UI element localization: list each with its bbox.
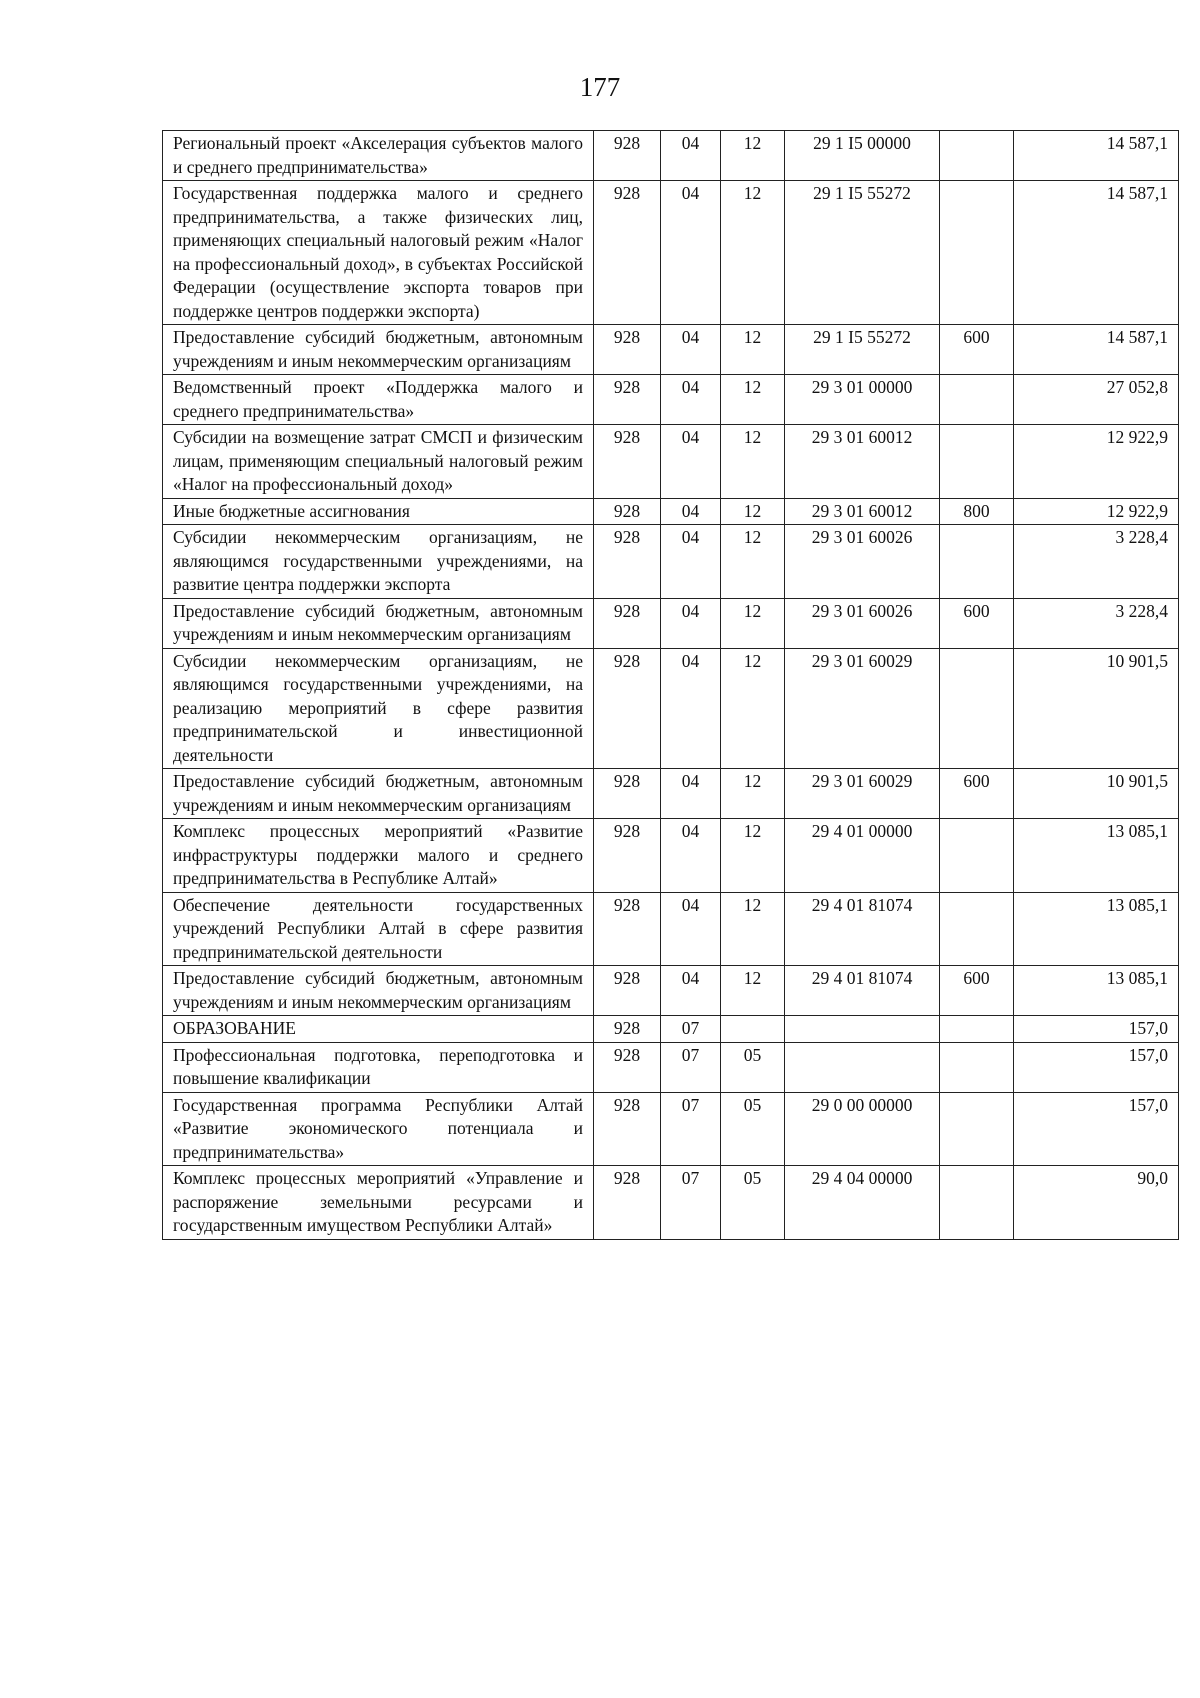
row-admin-code: 928 — [594, 1016, 661, 1043]
table-row — [163, 892, 1179, 966]
row-admin-code: 928 — [594, 966, 661, 1016]
row-target-article: 29 3 01 60029 — [785, 769, 940, 819]
row-amount: 10 901,5 — [1014, 769, 1179, 819]
page-number: 177 — [579, 72, 621, 102]
row-target-article: 29 1 I5 55272 — [785, 181, 940, 325]
row-subsection-code: 05 — [721, 1042, 785, 1092]
row-subsection-code: 12 — [721, 598, 785, 648]
row-amount: 13 085,1 — [1014, 892, 1179, 966]
row-section-code: 04 — [661, 819, 721, 893]
row-expense-type — [940, 181, 1014, 325]
row-name: Государственная поддержка малого и среднего предпринимательства, а также физических лиц, применяющих специальный налоговый режим «Налог на профессиональный доход», в субъектах Российской Федерации (осуществление экспорта товаров при поддержке центров поддержки экспорта) — [163, 181, 594, 325]
row-admin-code: 928 — [594, 498, 661, 525]
row-name: Комплекс процессных мероприятий «Развитие инфраструктуры поддержки малого и среднего предпринимательства в Республике Алтай» — [163, 819, 594, 893]
row-amount: 90,0 — [1014, 1166, 1179, 1240]
table-row — [163, 498, 1179, 525]
row-admin-code: 928 — [594, 648, 661, 769]
row-section-code: 04 — [661, 966, 721, 1016]
row-section-code: 04 — [661, 498, 721, 525]
row-expense-type — [940, 131, 1014, 181]
row-amount: 157,0 — [1014, 1042, 1179, 1092]
row-admin-code: 928 — [594, 181, 661, 325]
row-expense-type — [940, 525, 1014, 599]
row-name: Субсидии некоммерческим организациям, не являющимся государственными учреждениями, на развитие центра поддержки экспорта — [163, 525, 594, 599]
row-subsection-code: 12 — [721, 525, 785, 599]
table-row — [163, 131, 1179, 181]
row-target-article: 29 3 01 00000 — [785, 375, 940, 425]
row-expense-type: 600 — [940, 598, 1014, 648]
row-section-code: 04 — [661, 131, 721, 181]
row-target-article — [785, 1042, 940, 1092]
row-expense-type — [940, 1042, 1014, 1092]
row-amount: 157,0 — [1014, 1092, 1179, 1166]
row-expense-type — [940, 819, 1014, 893]
row-subsection-code: 12 — [721, 425, 785, 499]
row-amount: 13 085,1 — [1014, 966, 1179, 1016]
row-section-code: 04 — [661, 181, 721, 325]
row-amount: 3 228,4 — [1014, 598, 1179, 648]
row-amount: 3 228,4 — [1014, 525, 1179, 599]
budget-table — [162, 130, 1179, 1240]
table-row — [163, 1166, 1179, 1240]
row-amount: 12 922,9 — [1014, 498, 1179, 525]
row-expense-type — [940, 1016, 1014, 1043]
row-admin-code: 928 — [594, 892, 661, 966]
row-name: Предоставление субсидий бюджетным, автономным учреждениям и иным некоммерческим организациям — [163, 769, 594, 819]
row-admin-code: 928 — [594, 1092, 661, 1166]
row-name: Предоставление субсидий бюджетным, автономным учреждениям и иным некоммерческим организациям — [163, 325, 594, 375]
row-target-article — [785, 1016, 940, 1043]
row-admin-code: 928 — [594, 425, 661, 499]
row-section-code: 04 — [661, 425, 721, 499]
row-amount: 13 085,1 — [1014, 819, 1179, 893]
row-target-article: 29 3 01 60026 — [785, 598, 940, 648]
row-subsection-code: 12 — [721, 769, 785, 819]
row-amount: 14 587,1 — [1014, 181, 1179, 325]
row-section-code: 04 — [661, 525, 721, 599]
table-row — [163, 181, 1179, 325]
row-expense-type — [940, 1166, 1014, 1240]
row-amount: 27 052,8 — [1014, 375, 1179, 425]
row-section-code: 07 — [661, 1016, 721, 1043]
row-name: ОБРАЗОВАНИЕ — [163, 1016, 594, 1043]
row-expense-type — [940, 425, 1014, 499]
row-subsection-code: 12 — [721, 131, 785, 181]
row-section-code: 04 — [661, 598, 721, 648]
row-name: Профессиональная подготовка, переподготовка и повышение квалификации — [163, 1042, 594, 1092]
row-expense-type: 800 — [940, 498, 1014, 525]
row-target-article: 29 4 01 81074 — [785, 892, 940, 966]
row-name: Субсидии некоммерческим организациям, не являющимся государственными учреждениями, на реализацию мероприятий в сфере развития предпринимательской и инвестиционной деятельности — [163, 648, 594, 769]
row-name: Предоставление субсидий бюджетным, автономным учреждениям и иным некоммерческим организациям — [163, 598, 594, 648]
row-section-code: 07 — [661, 1166, 721, 1240]
row-subsection-code: 12 — [721, 181, 785, 325]
row-subsection-code — [721, 1016, 785, 1043]
row-amount: 14 587,1 — [1014, 131, 1179, 181]
table-row — [163, 1042, 1179, 1092]
row-admin-code: 928 — [594, 1042, 661, 1092]
row-expense-type: 600 — [940, 966, 1014, 1016]
row-admin-code: 928 — [594, 1166, 661, 1240]
row-name: Субсидии на возмещение затрат СМСП и физическим лицам, применяющим специальный налоговый режим «Налог на профессиональный доход» — [163, 425, 594, 499]
row-admin-code: 928 — [594, 819, 661, 893]
row-expense-type — [940, 648, 1014, 769]
row-section-code: 07 — [661, 1092, 721, 1166]
row-expense-type: 600 — [940, 769, 1014, 819]
table-row — [163, 325, 1179, 375]
row-subsection-code: 05 — [721, 1166, 785, 1240]
row-name: Ведомственный проект «Поддержка малого и среднего предпринимательства» — [163, 375, 594, 425]
row-section-code: 04 — [661, 648, 721, 769]
row-section-code: 04 — [661, 375, 721, 425]
row-admin-code: 928 — [594, 525, 661, 599]
table-row — [163, 648, 1179, 769]
row-amount: 157,0 — [1014, 1016, 1179, 1043]
row-target-article: 29 3 01 60029 — [785, 648, 940, 769]
row-admin-code: 928 — [594, 769, 661, 819]
row-section-code: 04 — [661, 325, 721, 375]
table-row — [163, 769, 1179, 819]
row-target-article: 29 4 01 81074 — [785, 966, 940, 1016]
row-target-article: 29 1 I5 55272 — [785, 325, 940, 375]
row-section-code: 04 — [661, 892, 721, 966]
row-subsection-code: 12 — [721, 892, 785, 966]
row-subsection-code: 12 — [721, 325, 785, 375]
table-row — [163, 819, 1179, 893]
row-subsection-code: 12 — [721, 966, 785, 1016]
row-admin-code: 928 — [594, 325, 661, 375]
row-name: Региональный проект «Акселерация субъектов малого и среднего предпринимательства» — [163, 131, 594, 181]
table-row — [163, 525, 1179, 599]
row-amount: 14 587,1 — [1014, 325, 1179, 375]
row-name: Предоставление субсидий бюджетным, автономным учреждениям и иным некоммерческим организациям — [163, 966, 594, 1016]
row-subsection-code: 12 — [721, 375, 785, 425]
table-row — [163, 375, 1179, 425]
row-admin-code: 928 — [594, 598, 661, 648]
table-row — [163, 425, 1179, 499]
row-target-article: 29 3 01 60012 — [785, 498, 940, 525]
row-expense-type — [940, 1092, 1014, 1166]
row-subsection-code: 12 — [721, 498, 785, 525]
row-subsection-code: 12 — [721, 819, 785, 893]
row-target-article: 29 4 04 00000 — [785, 1166, 940, 1240]
row-target-article: 29 3 01 60012 — [785, 425, 940, 499]
row-expense-type — [940, 375, 1014, 425]
row-name: Обеспечение деятельности государственных учреждений Республики Алтай в сфере развития предпринимательской деятельности — [163, 892, 594, 966]
row-admin-code: 928 — [594, 375, 661, 425]
table-row — [163, 966, 1179, 1016]
row-admin-code: 928 — [594, 131, 661, 181]
row-target-article: 29 1 I5 00000 — [785, 131, 940, 181]
row-subsection-code: 12 — [721, 648, 785, 769]
row-section-code: 04 — [661, 769, 721, 819]
row-expense-type: 600 — [940, 325, 1014, 375]
row-amount: 10 901,5 — [1014, 648, 1179, 769]
row-target-article: 29 3 01 60026 — [785, 525, 940, 599]
table-row — [163, 598, 1179, 648]
row-expense-type — [940, 892, 1014, 966]
row-target-article: 29 4 01 00000 — [785, 819, 940, 893]
table-row — [163, 1016, 1179, 1043]
row-target-article: 29 0 00 00000 — [785, 1092, 940, 1166]
row-section-code: 07 — [661, 1042, 721, 1092]
row-amount: 12 922,9 — [1014, 425, 1179, 499]
row-name: Комплекс процессных мероприятий «Управление и распоряжение земельными ресурсами и государственным имуществом Республики Алтай» — [163, 1166, 594, 1240]
table-row — [163, 1092, 1179, 1166]
row-subsection-code: 05 — [721, 1092, 785, 1166]
row-name: Государственная программа Республики Алтай «Развитие экономического потенциала и предпринимательства» — [163, 1092, 594, 1166]
row-name: Иные бюджетные ассигнования — [163, 498, 594, 525]
